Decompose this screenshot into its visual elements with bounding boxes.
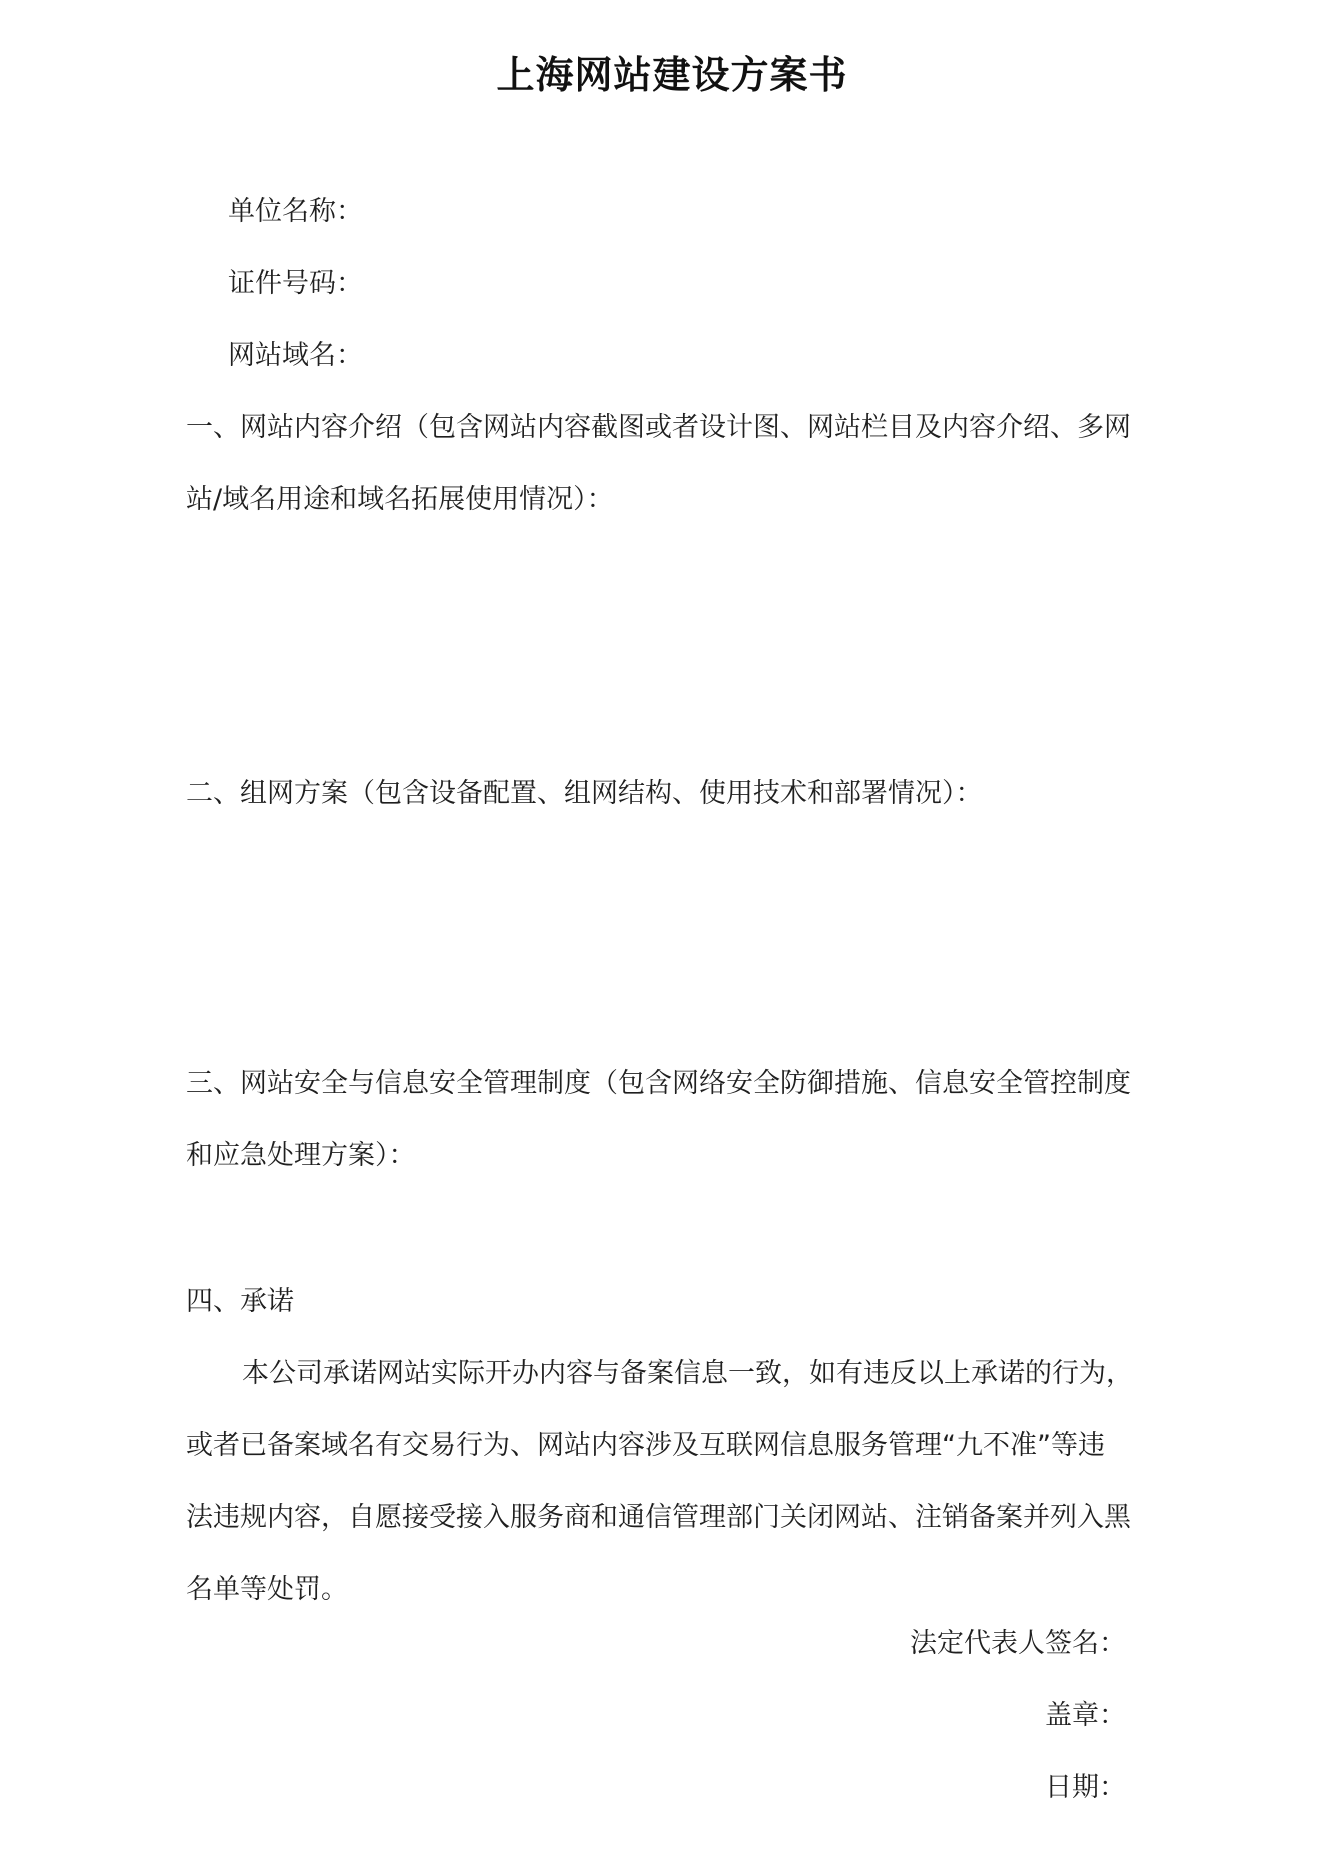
pledge-line3: 法违规内容，自愿接受接入服务商和通信管理部门关闭网站、注销备案并列入黑 (186, 1502, 1131, 1533)
seal-label: 盖章： (1045, 1700, 1126, 1731)
pledge-line1: 本公司承诺网站实际开办内容与备案信息一致，如有违反以上承诺的行为， (242, 1358, 1133, 1389)
section3-line2: 和应急处理方案）： (186, 1140, 416, 1171)
unit-name-label: 单位名称： (228, 196, 363, 227)
date-label: 日期： (1045, 1772, 1126, 1803)
pledge-line4: 名单等处罚。 (186, 1574, 348, 1605)
section1-line1: 一、网站内容介绍（包含网站内容截图或者设计图、网站栏目及内容介绍、多网 (186, 412, 1131, 443)
cert-number-label: 证件号码： (228, 268, 363, 299)
domain-label: 网站域名： (228, 340, 363, 371)
document-title: 上海网站建设方案书 (496, 53, 848, 97)
legal-rep-signature-label: 法定代表人签名： (910, 1628, 1126, 1659)
section2-line1: 二、组网方案（包含设备配置、组网结构、使用技术和部署情况）： (186, 778, 983, 809)
section4-heading: 四、承诺 (186, 1286, 294, 1317)
pledge-line2: 或者已备案域名有交易行为、网站内容涉及互联网信息服务管理“九不准”等违 (186, 1430, 1105, 1461)
section1-line2: 站/域名用途和域名拓展使用情况）： (186, 484, 614, 515)
section3-line1: 三、网站安全与信息安全管理制度（包含网络安全防御措施、信息安全管控制度 (186, 1068, 1131, 1099)
